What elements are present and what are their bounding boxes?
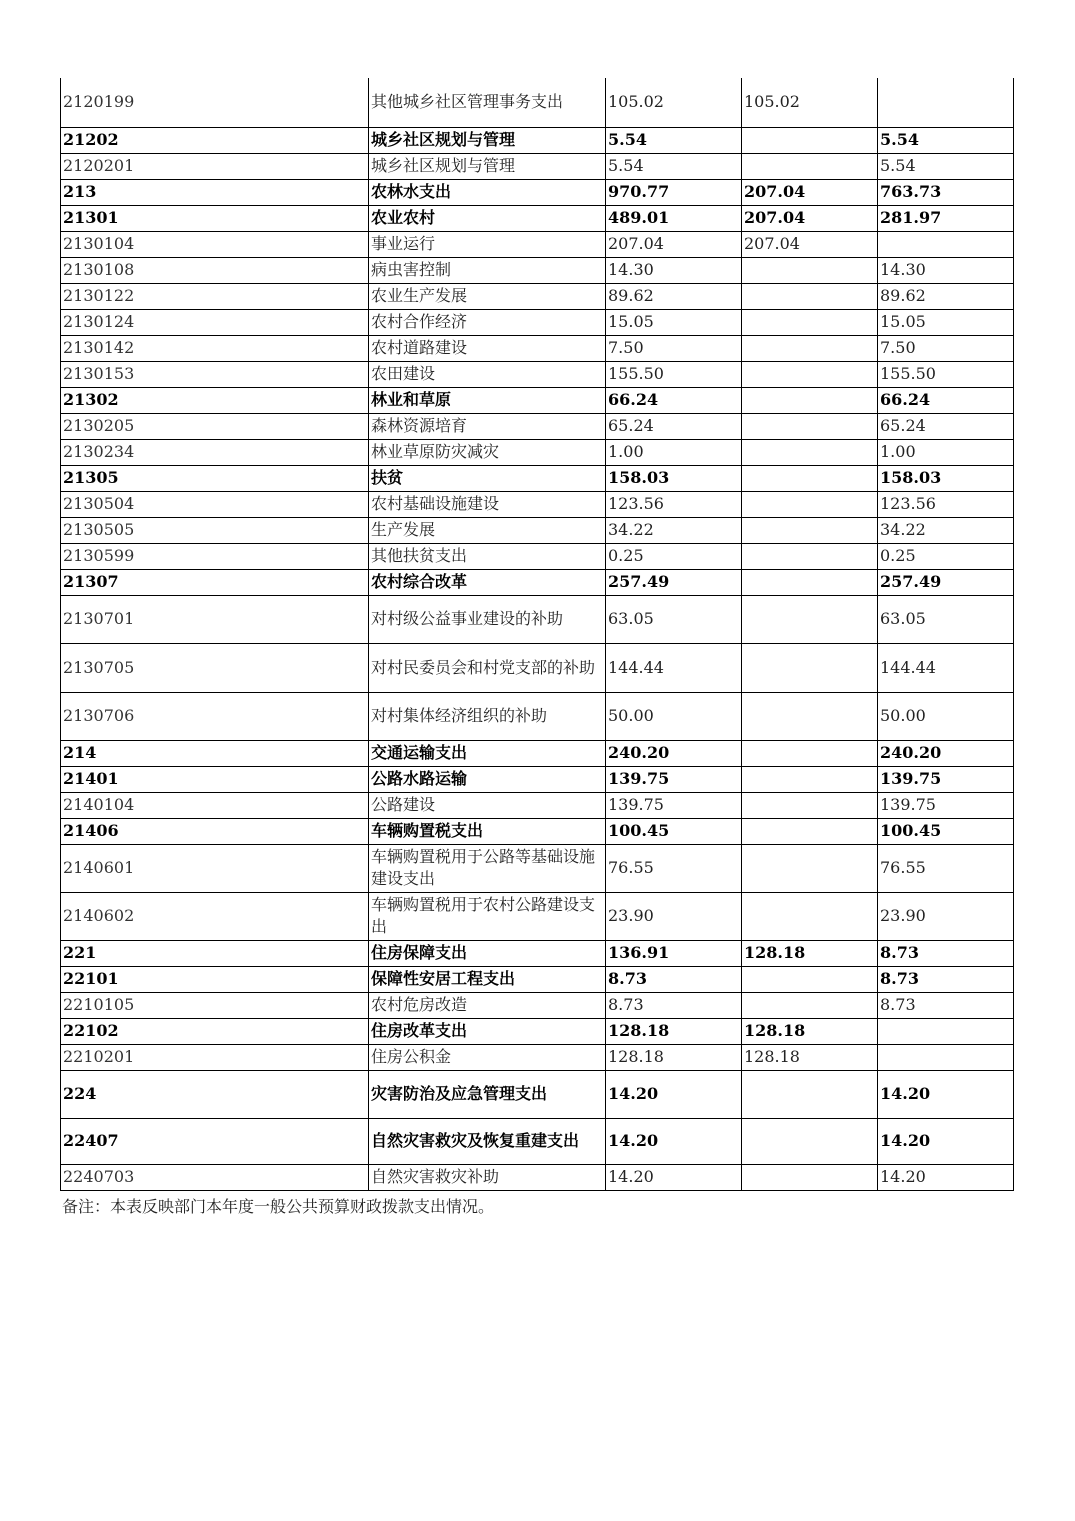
expenditure-code-cell: 2130142 (61, 335, 369, 361)
expenditure-name-cell: 农业生产发展 (369, 283, 606, 309)
basic-expenditure-cell (742, 595, 878, 643)
basic-expenditure-cell (742, 766, 878, 792)
expenditure-code-cell: 224 (61, 1070, 369, 1118)
table-row (61, 257, 1014, 283)
total-amount-cell: 89.62 (606, 283, 742, 309)
table-row (61, 231, 1014, 257)
project-expenditure-cell: 63.05 (878, 595, 1014, 643)
table-row (61, 792, 1014, 818)
basic-expenditure-cell (742, 413, 878, 439)
expenditure-name-cell: 事业运行 (369, 231, 606, 257)
total-amount-cell: 207.04 (606, 231, 742, 257)
expenditure-name-cell: 车辆购置税用于公路等基础设施建设支出 (369, 844, 606, 892)
project-expenditure-cell: 240.20 (878, 740, 1014, 766)
project-expenditure-cell (878, 78, 1014, 127)
expenditure-code-cell: 21406 (61, 818, 369, 844)
expenditure-name-cell: 农村综合改革 (369, 569, 606, 595)
basic-expenditure-cell: 207.04 (742, 205, 878, 231)
expenditure-name-cell: 交通运输支出 (369, 740, 606, 766)
expenditure-name-cell: 病虫害控制 (369, 257, 606, 283)
total-amount-cell: 1.00 (606, 439, 742, 465)
table-row (61, 127, 1014, 153)
table-row (61, 543, 1014, 569)
basic-expenditure-cell (742, 1118, 878, 1164)
expenditure-code-cell: 2130205 (61, 413, 369, 439)
expenditure-code-cell: 2130705 (61, 643, 369, 692)
expenditure-name-cell: 其他扶贫支出 (369, 543, 606, 569)
basic-expenditure-cell (742, 335, 878, 361)
table-row (61, 361, 1014, 387)
table-row (61, 179, 1014, 205)
expenditure-name-cell: 扶贫 (369, 465, 606, 491)
expenditure-name-cell: 灾害防治及应急管理支出 (369, 1070, 606, 1118)
table-row (61, 1044, 1014, 1070)
expenditure-name-cell: 公路水路运输 (369, 766, 606, 792)
total-amount-cell: 5.54 (606, 153, 742, 179)
expenditure-name-cell: 生产发展 (369, 517, 606, 543)
basic-expenditure-cell (742, 153, 878, 179)
expenditure-name-cell: 住房公积金 (369, 1044, 606, 1070)
basic-expenditure-cell: 128.18 (742, 1018, 878, 1044)
expenditure-name-cell: 自然灾害救灾及恢复重建支出 (369, 1118, 606, 1164)
basic-expenditure-cell: 128.18 (742, 940, 878, 966)
expenditure-code-cell: 21307 (61, 569, 369, 595)
project-expenditure-cell: 144.44 (878, 643, 1014, 692)
total-amount-cell: 139.75 (606, 792, 742, 818)
project-expenditure-cell: 281.97 (878, 205, 1014, 231)
project-expenditure-cell: 155.50 (878, 361, 1014, 387)
project-expenditure-cell (878, 1044, 1014, 1070)
project-expenditure-cell: 139.75 (878, 766, 1014, 792)
table-row (61, 335, 1014, 361)
table-row (61, 844, 1014, 892)
basic-expenditure-cell (742, 992, 878, 1018)
table-row (61, 992, 1014, 1018)
expenditure-name-cell: 农村基础设施建设 (369, 491, 606, 517)
expenditure-name-cell: 对村集体经济组织的补助 (369, 692, 606, 740)
project-expenditure-cell: 139.75 (878, 792, 1014, 818)
expenditure-code-cell: 2130124 (61, 309, 369, 335)
table-row (61, 1118, 1014, 1164)
project-expenditure-cell: 5.54 (878, 153, 1014, 179)
table-row (61, 569, 1014, 595)
expenditure-name-cell: 农田建设 (369, 361, 606, 387)
table-row (61, 692, 1014, 740)
expenditure-name-cell: 保障性安居工程支出 (369, 966, 606, 992)
table-row (61, 1164, 1014, 1190)
project-expenditure-cell: 8.73 (878, 992, 1014, 1018)
total-amount-cell: 8.73 (606, 966, 742, 992)
basic-expenditure-cell (742, 257, 878, 283)
project-expenditure-cell: 65.24 (878, 413, 1014, 439)
project-expenditure-cell: 0.25 (878, 543, 1014, 569)
expenditure-code-cell: 2140104 (61, 792, 369, 818)
total-amount-cell: 257.49 (606, 569, 742, 595)
project-expenditure-cell (878, 231, 1014, 257)
table-row (61, 1070, 1014, 1118)
basic-expenditure-cell (742, 792, 878, 818)
basic-expenditure-cell (742, 361, 878, 387)
expenditure-code-cell: 21301 (61, 205, 369, 231)
basic-expenditure-cell (742, 387, 878, 413)
expenditure-code-cell: 221 (61, 940, 369, 966)
table-row (61, 465, 1014, 491)
total-amount-cell: 100.45 (606, 818, 742, 844)
total-amount-cell: 15.05 (606, 309, 742, 335)
project-expenditure-cell: 123.56 (878, 491, 1014, 517)
expenditure-code-cell: 22407 (61, 1118, 369, 1164)
table-row (61, 309, 1014, 335)
total-amount-cell: 128.18 (606, 1018, 742, 1044)
table-row (61, 387, 1014, 413)
project-expenditure-cell (878, 1018, 1014, 1044)
expenditure-code-cell: 2130153 (61, 361, 369, 387)
expenditure-name-cell: 其他城乡社区管理事务支出 (369, 78, 606, 127)
basic-expenditure-cell (742, 517, 878, 543)
basic-expenditure-cell (742, 439, 878, 465)
table-row (61, 491, 1014, 517)
project-expenditure-cell: 66.24 (878, 387, 1014, 413)
expenditure-code-cell: 2130122 (61, 283, 369, 309)
expenditure-name-cell: 公路建设 (369, 792, 606, 818)
basic-expenditure-cell (742, 892, 878, 940)
expenditure-name-cell: 对村级公益事业建设的补助 (369, 595, 606, 643)
total-amount-cell: 23.90 (606, 892, 742, 940)
project-expenditure-cell: 89.62 (878, 283, 1014, 309)
table-row (61, 205, 1014, 231)
project-expenditure-cell: 23.90 (878, 892, 1014, 940)
table-row (61, 517, 1014, 543)
expenditure-name-cell: 住房保障支出 (369, 940, 606, 966)
total-amount-cell: 14.20 (606, 1070, 742, 1118)
basic-expenditure-cell (742, 692, 878, 740)
expenditure-name-cell: 林业草原防灾减灾 (369, 439, 606, 465)
basic-expenditure-cell (742, 569, 878, 595)
total-amount-cell: 136.91 (606, 940, 742, 966)
total-amount-cell: 50.00 (606, 692, 742, 740)
basic-expenditure-cell: 105.02 (742, 78, 878, 127)
basic-expenditure-cell (742, 643, 878, 692)
project-expenditure-cell: 14.30 (878, 257, 1014, 283)
table-body (61, 78, 1014, 1190)
basic-expenditure-cell (742, 740, 878, 766)
total-amount-cell: 7.50 (606, 335, 742, 361)
project-expenditure-cell: 76.55 (878, 844, 1014, 892)
expenditure-name-cell: 城乡社区规划与管理 (369, 127, 606, 153)
expenditure-code-cell: 2130599 (61, 543, 369, 569)
expenditure-code-cell: 2130234 (61, 439, 369, 465)
total-amount-cell: 14.30 (606, 257, 742, 283)
project-expenditure-cell: 14.20 (878, 1118, 1014, 1164)
basic-expenditure-cell (742, 966, 878, 992)
table-row (61, 413, 1014, 439)
expenditure-code-cell: 22101 (61, 966, 369, 992)
project-expenditure-cell: 50.00 (878, 692, 1014, 740)
total-amount-cell: 139.75 (606, 766, 742, 792)
table-row (61, 153, 1014, 179)
expenditure-code-cell: 2130108 (61, 257, 369, 283)
expenditure-name-cell: 车辆购置税支出 (369, 818, 606, 844)
total-amount-cell: 105.02 (606, 78, 742, 127)
table-row (61, 595, 1014, 643)
total-amount-cell: 14.20 (606, 1118, 742, 1164)
project-expenditure-cell: 763.73 (878, 179, 1014, 205)
total-amount-cell: 128.18 (606, 1044, 742, 1070)
project-expenditure-cell: 15.05 (878, 309, 1014, 335)
expenditure-code-cell: 22102 (61, 1018, 369, 1044)
expenditure-code-cell: 2140602 (61, 892, 369, 940)
basic-expenditure-cell (742, 283, 878, 309)
project-expenditure-cell: 158.03 (878, 465, 1014, 491)
project-expenditure-cell: 8.73 (878, 966, 1014, 992)
expenditure-name-cell: 农村危房改造 (369, 992, 606, 1018)
basic-expenditure-cell (742, 309, 878, 335)
expenditure-code-cell: 21302 (61, 387, 369, 413)
basic-expenditure-cell (742, 818, 878, 844)
project-expenditure-cell: 14.20 (878, 1070, 1014, 1118)
table-row (61, 892, 1014, 940)
expenditure-code-cell: 2120199 (61, 78, 369, 127)
basic-expenditure-cell (742, 491, 878, 517)
expenditure-code-cell: 2130104 (61, 231, 369, 257)
total-amount-cell: 65.24 (606, 413, 742, 439)
basic-expenditure-cell (742, 465, 878, 491)
table-row (61, 439, 1014, 465)
expenditure-name-cell: 农村道路建设 (369, 335, 606, 361)
expenditure-name-cell: 对村民委员会和村党支部的补助 (369, 643, 606, 692)
expenditure-code-cell: 2140601 (61, 844, 369, 892)
total-amount-cell: 0.25 (606, 543, 742, 569)
table-footnote: 备注：本表反映部门本年度一般公共预算财政拨款支出情况。 (62, 1197, 495, 1216)
basic-expenditure-cell (742, 1070, 878, 1118)
total-amount-cell: 34.22 (606, 517, 742, 543)
total-amount-cell: 240.20 (606, 740, 742, 766)
expenditure-code-cell: 213 (61, 179, 369, 205)
expenditure-code-cell: 2240703 (61, 1164, 369, 1190)
expenditure-code-cell: 214 (61, 740, 369, 766)
project-expenditure-cell: 1.00 (878, 439, 1014, 465)
total-amount-cell: 123.56 (606, 491, 742, 517)
basic-expenditure-cell: 128.18 (742, 1044, 878, 1070)
expenditure-code-cell: 2130706 (61, 692, 369, 740)
total-amount-cell: 63.05 (606, 595, 742, 643)
project-expenditure-cell: 5.54 (878, 127, 1014, 153)
project-expenditure-cell: 257.49 (878, 569, 1014, 595)
basic-expenditure-cell (742, 1164, 878, 1190)
expenditure-code-cell: 2210201 (61, 1044, 369, 1070)
basic-expenditure-cell: 207.04 (742, 179, 878, 205)
table-row (61, 643, 1014, 692)
expenditure-name-cell: 住房改革支出 (369, 1018, 606, 1044)
total-amount-cell: 66.24 (606, 387, 742, 413)
basic-expenditure-cell (742, 127, 878, 153)
expenditure-code-cell: 2130701 (61, 595, 369, 643)
expenditure-code-cell: 2130504 (61, 491, 369, 517)
basic-expenditure-cell: 207.04 (742, 231, 878, 257)
expenditure-code-cell: 21401 (61, 766, 369, 792)
expenditure-name-cell: 自然灾害救灾补助 (369, 1164, 606, 1190)
total-amount-cell: 8.73 (606, 992, 742, 1018)
table-row (61, 966, 1014, 992)
expenditure-code-cell: 2120201 (61, 153, 369, 179)
expenditure-name-cell: 森林资源培育 (369, 413, 606, 439)
project-expenditure-cell: 34.22 (878, 517, 1014, 543)
table-row (61, 78, 1014, 127)
expenditure-code-cell: 21202 (61, 127, 369, 153)
basic-expenditure-cell (742, 543, 878, 569)
table-row (61, 818, 1014, 844)
total-amount-cell: 14.20 (606, 1164, 742, 1190)
total-amount-cell: 158.03 (606, 465, 742, 491)
expenditure-name-cell: 林业和草原 (369, 387, 606, 413)
table-row (61, 1018, 1014, 1044)
total-amount-cell: 970.77 (606, 179, 742, 205)
expenditure-code-cell: 2130505 (61, 517, 369, 543)
project-expenditure-cell: 7.50 (878, 335, 1014, 361)
expenditure-code-cell: 2210105 (61, 992, 369, 1018)
table-row (61, 283, 1014, 309)
table-row (61, 766, 1014, 792)
total-amount-cell: 155.50 (606, 361, 742, 387)
project-expenditure-cell: 8.73 (878, 940, 1014, 966)
expenditure-name-cell: 城乡社区规划与管理 (369, 153, 606, 179)
total-amount-cell: 76.55 (606, 844, 742, 892)
project-expenditure-cell: 100.45 (878, 818, 1014, 844)
table-row (61, 740, 1014, 766)
total-amount-cell: 5.54 (606, 127, 742, 153)
total-amount-cell: 489.01 (606, 205, 742, 231)
expenditure-name-cell: 农业农村 (369, 205, 606, 231)
project-expenditure-cell: 14.20 (878, 1164, 1014, 1190)
expenditure-name-cell: 车辆购置税用于农村公路建设支出 (369, 892, 606, 940)
budget-expenditure-table (60, 78, 1014, 1191)
budget-table-container (60, 78, 1014, 1191)
expenditure-name-cell: 农村合作经济 (369, 309, 606, 335)
expenditure-code-cell: 21305 (61, 465, 369, 491)
table-row (61, 940, 1014, 966)
total-amount-cell: 144.44 (606, 643, 742, 692)
basic-expenditure-cell (742, 844, 878, 892)
expenditure-name-cell: 农林水支出 (369, 179, 606, 205)
